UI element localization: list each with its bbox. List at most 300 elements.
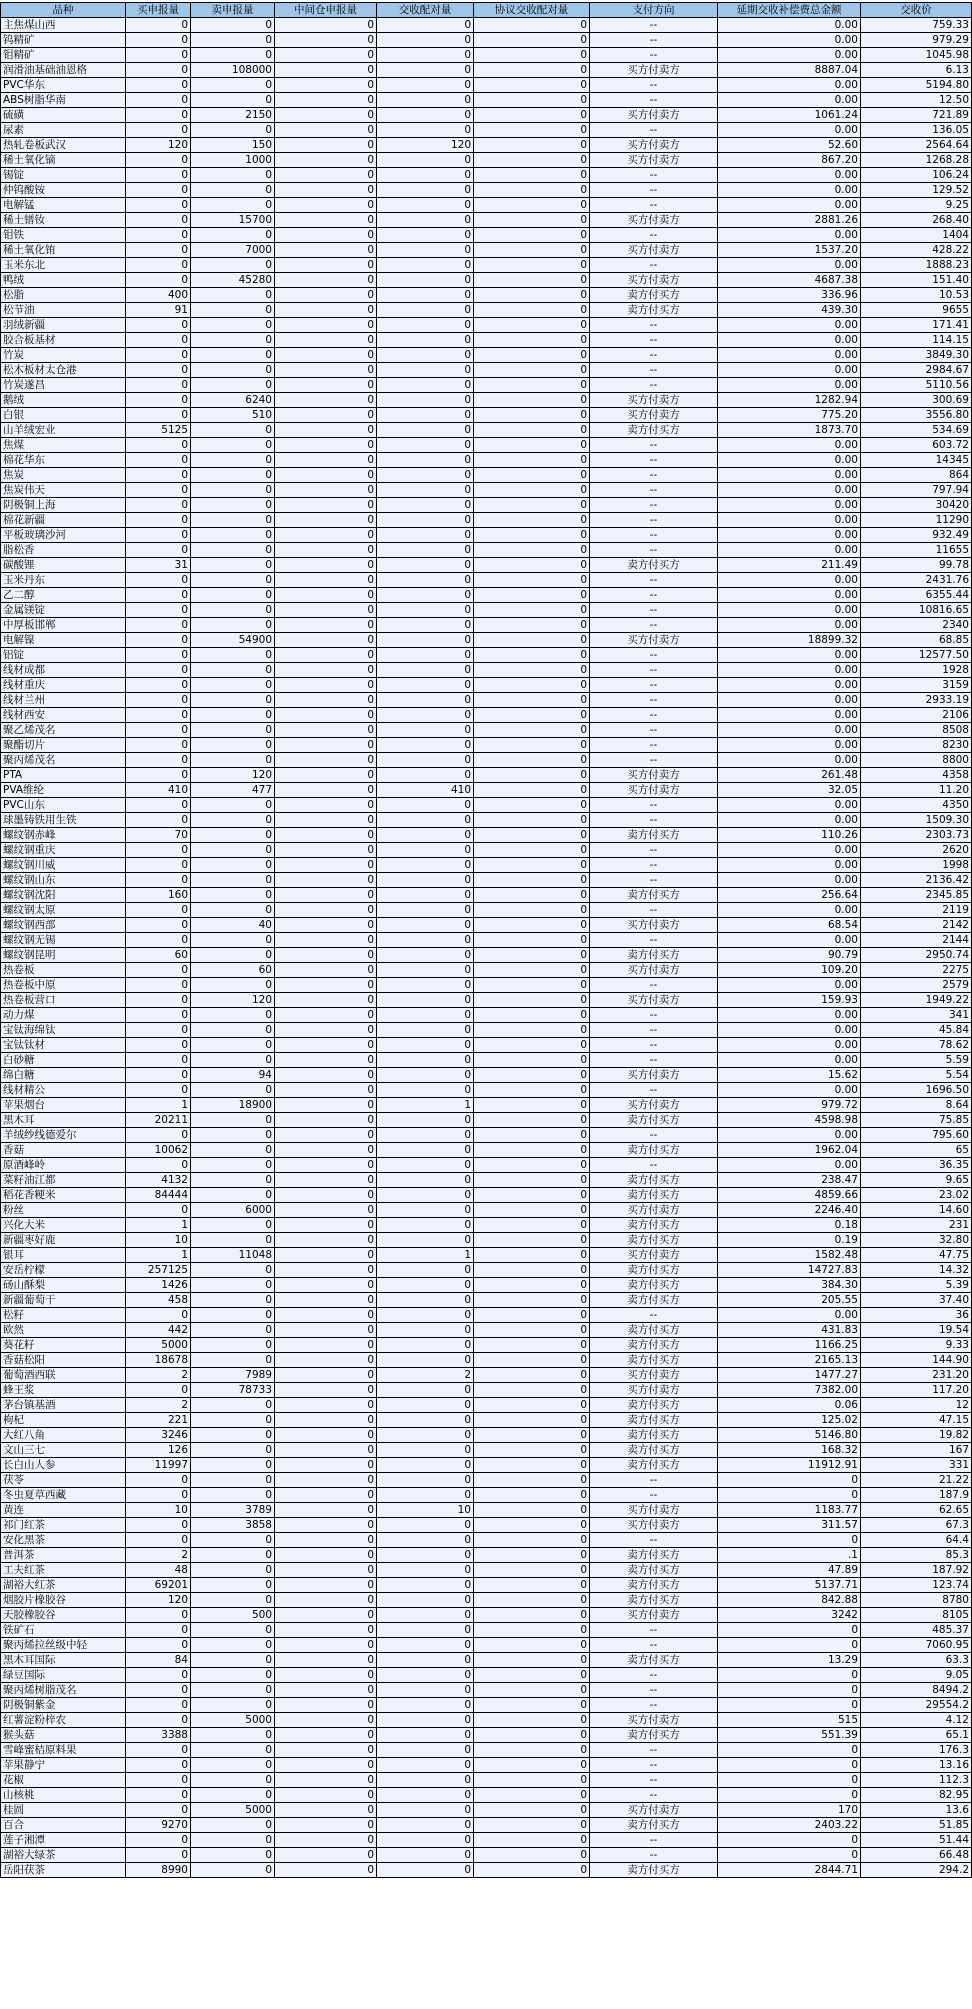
deferred-compensation-cell: 0 [718,1833,861,1848]
variety-cell: 平板玻璃沙河 [1,528,126,543]
intermediate-warehouse-cell: 0 [275,1533,377,1548]
sell-declared-cell: 0 [191,123,275,138]
column-header-payment-direction: 支付方向 [590,3,718,18]
payment-direction-cell: 买方付卖方 [590,918,718,933]
table-row [1,1308,972,1323]
deferred-compensation-cell: 0.00 [718,603,861,618]
delivery-price-cell: 12577.50 [861,648,972,663]
intermediate-warehouse-cell: 0 [275,1158,377,1173]
deferred-compensation-cell: 7382.00 [718,1383,861,1398]
matched-quantity-cell: 0 [377,678,474,693]
intermediate-warehouse-cell: 0 [275,1818,377,1833]
agreement-matched-cell: 0 [474,603,590,618]
agreement-matched-cell: 0 [474,453,590,468]
matched-quantity-cell: 1 [377,1248,474,1263]
variety-cell: 竹炭 [1,348,126,363]
deferred-compensation-cell: 0.00 [718,1023,861,1038]
sell-declared-cell: 0 [191,1638,275,1653]
delivery-price-cell: 5194.80 [861,78,972,93]
buy-declared-cell: 0 [126,1308,191,1323]
buy-declared-cell: 0 [126,1848,191,1863]
table-row [1,1593,972,1608]
column-header-agreement-matched: 协议交收配对量 [474,3,590,18]
delivery-price-cell: 29554.2 [861,1698,972,1713]
buy-declared-cell: 0 [126,903,191,918]
deferred-compensation-cell: 0.00 [718,858,861,873]
agreement-matched-cell: 0 [474,588,590,603]
sell-declared-cell: 0 [191,1473,275,1488]
delivery-price-cell: 1268.28 [861,153,972,168]
intermediate-warehouse-cell: 0 [275,903,377,918]
payment-direction-cell: -- [590,198,718,213]
intermediate-warehouse-cell: 0 [275,393,377,408]
deferred-compensation-cell: 125.02 [718,1413,861,1428]
deferred-compensation-cell: 211.49 [718,558,861,573]
intermediate-warehouse-cell: 0 [275,33,377,48]
intermediate-warehouse-cell: 0 [275,333,377,348]
variety-cell: 焦煤 [1,438,126,453]
table-row [1,978,972,993]
table-row [1,828,972,843]
table-row [1,1473,972,1488]
agreement-matched-cell: 0 [474,183,590,198]
variety-cell: 金属镁锭 [1,603,126,618]
agreement-matched-cell: 0 [474,1758,590,1773]
intermediate-warehouse-cell: 0 [275,348,377,363]
agreement-matched-cell: 0 [474,1683,590,1698]
payment-direction-cell: 买方付卖方 [590,633,718,648]
table-row [1,1413,972,1428]
payment-direction-cell: -- [590,873,718,888]
deferred-compensation-cell: 8887.04 [718,63,861,78]
intermediate-warehouse-cell: 0 [275,693,377,708]
sell-declared-cell: 0 [191,978,275,993]
deferred-compensation-cell: 0.00 [718,723,861,738]
matched-quantity-cell: 0 [377,693,474,708]
sell-declared-cell: 0 [191,738,275,753]
variety-cell: ABS树脂华南 [1,93,126,108]
matched-quantity-cell: 0 [377,768,474,783]
buy-declared-cell: 5125 [126,423,191,438]
delivery-price-cell: 11290 [861,513,972,528]
intermediate-warehouse-cell: 0 [275,1383,377,1398]
intermediate-warehouse-cell: 0 [275,1008,377,1023]
variety-cell: 松木板材太仓港 [1,363,126,378]
deferred-compensation-cell: 0.00 [718,378,861,393]
delivery-price-cell: 63.3 [861,1653,972,1668]
matched-quantity-cell: 0 [377,1488,474,1503]
payment-direction-cell: 卖方付买方 [590,1323,718,1338]
agreement-matched-cell: 0 [474,1053,590,1068]
intermediate-warehouse-cell: 0 [275,213,377,228]
deferred-compensation-cell: 439.30 [718,303,861,318]
variety-cell: 螺纹钢山东 [1,873,126,888]
deferred-compensation-cell: 2246.40 [718,1203,861,1218]
sell-declared-cell: 0 [191,48,275,63]
payment-direction-cell: 买方付卖方 [590,138,718,153]
sell-declared-cell: 0 [191,1533,275,1548]
deferred-compensation-cell: 0.00 [718,1038,861,1053]
buy-declared-cell: 0 [126,48,191,63]
matched-quantity-cell: 0 [377,213,474,228]
delivery-price-cell: 82.95 [861,1788,972,1803]
delivery-price-cell: 129.52 [861,183,972,198]
table-row [1,1383,972,1398]
variety-cell: 聚酯切片 [1,738,126,753]
payment-direction-cell: 卖方付买方 [590,828,718,843]
matched-quantity-cell: 0 [377,273,474,288]
deferred-compensation-cell: 238.47 [718,1173,861,1188]
buy-declared-cell: 0 [126,918,191,933]
matched-quantity-cell: 0 [377,1713,474,1728]
intermediate-warehouse-cell: 0 [275,273,377,288]
variety-cell: 聚丙烯树脂茂名 [1,1683,126,1698]
intermediate-warehouse-cell: 0 [275,1218,377,1233]
table-row [1,633,972,648]
buy-declared-cell: 0 [126,438,191,453]
intermediate-warehouse-cell: 0 [275,1848,377,1863]
payment-direction-cell: -- [590,813,718,828]
agreement-matched-cell: 0 [474,693,590,708]
intermediate-warehouse-cell: 0 [275,198,377,213]
variety-cell: 主焦煤山西 [1,18,126,33]
deferred-compensation-cell: 0.00 [718,738,861,753]
table-row [1,1518,972,1533]
matched-quantity-cell: 0 [377,1263,474,1278]
payment-direction-cell: 卖方付买方 [590,288,718,303]
matched-quantity-cell: 0 [377,393,474,408]
table-row [1,813,972,828]
agreement-matched-cell: 0 [474,273,590,288]
variety-cell: 稀土氧化镝 [1,153,126,168]
delivery-price-cell: 603.72 [861,438,972,453]
payment-direction-cell: -- [590,1758,718,1773]
agreement-matched-cell: 0 [474,618,590,633]
deferred-compensation-cell: 384.30 [718,1278,861,1293]
intermediate-warehouse-cell: 0 [275,768,377,783]
matched-quantity-cell: 0 [377,1848,474,1863]
intermediate-warehouse-cell: 0 [275,183,377,198]
delivery-price-cell: 13.16 [861,1758,972,1773]
matched-quantity-cell: 1 [377,1098,474,1113]
variety-cell: 螺纹钢川威 [1,858,126,873]
intermediate-warehouse-cell: 0 [275,873,377,888]
delivery-price-cell: 8494.2 [861,1683,972,1698]
matched-quantity-cell: 0 [377,1203,474,1218]
matched-quantity-cell: 0 [377,1563,474,1578]
sell-declared-cell: 0 [191,483,275,498]
matched-quantity-cell: 0 [377,1578,474,1593]
intermediate-warehouse-cell: 0 [275,408,377,423]
deferred-compensation-cell: 0.18 [718,1218,861,1233]
matched-quantity-cell: 0 [377,1158,474,1173]
agreement-matched-cell: 0 [474,288,590,303]
delivery-price-cell: 8508 [861,723,972,738]
agreement-matched-cell: 0 [474,873,590,888]
table-row [1,918,972,933]
matched-quantity-cell: 0 [377,573,474,588]
sell-declared-cell: 0 [191,1668,275,1683]
matched-quantity-cell: 0 [377,153,474,168]
delivery-price-cell: 68.85 [861,633,972,648]
payment-direction-cell: -- [590,348,718,363]
table-row [1,498,972,513]
variety-cell: 欧然 [1,1323,126,1338]
delivery-price-cell: 2136.42 [861,873,972,888]
delivery-price-cell: 2564.64 [861,138,972,153]
table-row [1,873,972,888]
buy-declared-cell: 11997 [126,1458,191,1473]
payment-direction-cell: -- [590,33,718,48]
payment-direction-cell: 卖方付买方 [590,1458,718,1473]
matched-quantity-cell: 0 [377,1398,474,1413]
deferred-compensation-cell: 0.00 [718,318,861,333]
table-row [1,1023,972,1038]
delivery-price-cell: 5.59 [861,1053,972,1068]
deferred-compensation-cell: 0.00 [718,168,861,183]
delivery-price-cell: 341 [861,1008,972,1023]
payment-direction-cell: -- [590,1638,718,1653]
matched-quantity-cell: 0 [377,933,474,948]
buy-declared-cell: 9270 [126,1818,191,1833]
column-header-deferred-compensation: 延期交收补偿费总金额 [718,3,861,18]
agreement-matched-cell: 0 [474,1503,590,1518]
sell-declared-cell: 0 [191,1848,275,1863]
intermediate-warehouse-cell: 0 [275,498,377,513]
payment-direction-cell: -- [590,378,718,393]
table-row [1,1683,972,1698]
payment-direction-cell: -- [590,123,718,138]
payment-direction-cell: 买方付卖方 [590,243,718,258]
deferred-compensation-cell: 311.57 [718,1518,861,1533]
deferred-compensation-cell: 0.00 [718,363,861,378]
agreement-matched-cell: 0 [474,348,590,363]
table-row [1,228,972,243]
sell-declared-cell: 108000 [191,63,275,78]
matched-quantity-cell: 0 [377,1593,474,1608]
payment-direction-cell: -- [590,1473,718,1488]
table-row [1,963,972,978]
delivery-price-cell: 37.40 [861,1293,972,1308]
delivery-price-cell: 112.3 [861,1773,972,1788]
variety-cell: 黑木耳 [1,1113,126,1128]
delivery-price-cell: 4.12 [861,1713,972,1728]
deferred-compensation-cell: 0.00 [718,348,861,363]
delivery-price-cell: 67.3 [861,1518,972,1533]
matched-quantity-cell: 0 [377,1548,474,1563]
matched-quantity-cell: 0 [377,453,474,468]
sell-declared-cell: 0 [191,1323,275,1338]
variety-cell: 松节油 [1,303,126,318]
deferred-compensation-cell: 0.00 [718,843,861,858]
matched-quantity-cell: 0 [377,858,474,873]
agreement-matched-cell: 0 [474,213,590,228]
delivery-price-cell: 231.20 [861,1368,972,1383]
agreement-matched-cell: 0 [474,978,590,993]
intermediate-warehouse-cell: 0 [275,648,377,663]
table-row [1,1503,972,1518]
agreement-matched-cell: 0 [474,1398,590,1413]
sell-declared-cell: 0 [191,1263,275,1278]
matched-quantity-cell: 0 [377,633,474,648]
buy-declared-cell: 0 [126,1533,191,1548]
payment-direction-cell: 卖方付买方 [590,1728,718,1743]
deferred-compensation-cell: 1873.70 [718,423,861,438]
sell-declared-cell: 0 [191,1233,275,1248]
intermediate-warehouse-cell: 0 [275,468,377,483]
intermediate-warehouse-cell: 0 [275,378,377,393]
matched-quantity-cell: 0 [377,33,474,48]
payment-direction-cell: -- [590,693,718,708]
buy-declared-cell: 0 [126,633,191,648]
payment-direction-cell: -- [590,573,718,588]
delivery-price-cell: 167 [861,1443,972,1458]
buy-declared-cell: 0 [126,618,191,633]
deferred-compensation-cell: 0.00 [718,198,861,213]
delivery-price-cell: 117.20 [861,1383,972,1398]
intermediate-warehouse-cell: 0 [275,1128,377,1143]
intermediate-warehouse-cell: 0 [275,798,377,813]
delivery-price-cell: 14.32 [861,1263,972,1278]
payment-direction-cell: 买方付卖方 [590,768,718,783]
delivery-price-cell: 1404 [861,228,972,243]
sell-declared-cell: 78733 [191,1383,275,1398]
delivery-price-cell: 231 [861,1218,972,1233]
table-row [1,288,972,303]
matched-quantity-cell: 0 [377,1518,474,1533]
deferred-compensation-cell: 0.06 [718,1398,861,1413]
deferred-compensation-cell: 0.00 [718,258,861,273]
table-row [1,723,972,738]
buy-declared-cell: 410 [126,783,191,798]
variety-cell: 动力煤 [1,1008,126,1023]
agreement-matched-cell: 0 [474,363,590,378]
table-row [1,1113,972,1128]
deferred-compensation-cell: 0.00 [718,543,861,558]
delivery-price-cell: 47.15 [861,1413,972,1428]
buy-declared-cell: 0 [126,1698,191,1713]
payment-direction-cell: -- [590,1128,718,1143]
table-row [1,1143,972,1158]
agreement-matched-cell: 0 [474,1188,590,1203]
matched-quantity-cell: 0 [377,108,474,123]
payment-direction-cell: -- [590,1743,718,1758]
variety-cell: 螺纹钢重庆 [1,843,126,858]
buy-declared-cell: 0 [126,1743,191,1758]
matched-quantity-cell: 0 [377,828,474,843]
buy-declared-cell: 0 [126,1623,191,1638]
matched-quantity-cell: 0 [377,183,474,198]
table-row [1,348,972,363]
table-row [1,1743,972,1758]
payment-direction-cell: -- [590,18,718,33]
table-row [1,768,972,783]
payment-direction-cell: -- [590,1533,718,1548]
payment-direction-cell: 买方付卖方 [590,783,718,798]
deferred-compensation-cell: 0 [718,1758,861,1773]
delivery-price-cell: 1998 [861,858,972,873]
payment-direction-cell: 卖方付买方 [590,303,718,318]
deferred-compensation-cell: 1166.25 [718,1338,861,1353]
buy-declared-cell: 0 [126,198,191,213]
table-row [1,513,972,528]
table-row [1,543,972,558]
variety-cell: 松脂 [1,288,126,303]
sell-declared-cell: 3858 [191,1518,275,1533]
buy-declared-cell: 0 [126,933,191,948]
matched-quantity-cell: 0 [377,333,474,348]
intermediate-warehouse-cell: 0 [275,1038,377,1053]
delivery-price-cell: 2984.67 [861,363,972,378]
sell-declared-cell: 0 [191,543,275,558]
sell-declared-cell: 0 [191,1788,275,1803]
intermediate-warehouse-cell: 0 [275,1548,377,1563]
agreement-matched-cell: 0 [474,513,590,528]
variety-cell: 茅台镇基酒 [1,1398,126,1413]
payment-direction-cell: 卖方付买方 [590,1338,718,1353]
delivery-price-cell: 9.05 [861,1668,972,1683]
sell-declared-cell: 0 [191,618,275,633]
sell-declared-cell: 0 [191,828,275,843]
agreement-matched-cell: 0 [474,1623,590,1638]
table-row [1,858,972,873]
matched-quantity-cell: 0 [377,498,474,513]
variety-cell: 线材精公 [1,1083,126,1098]
buy-declared-cell: 0 [126,273,191,288]
intermediate-warehouse-cell: 0 [275,723,377,738]
variety-cell: 百合 [1,1818,126,1833]
deferred-compensation-cell: 0.00 [718,183,861,198]
matched-quantity-cell: 0 [377,1623,474,1638]
variety-cell: 中厚板邯郸 [1,618,126,633]
table-body [1,18,972,1878]
intermediate-warehouse-cell: 0 [275,258,377,273]
sell-declared-cell: 0 [191,1563,275,1578]
column-header-delivery-price: 交收价 [861,3,972,18]
payment-direction-cell: -- [590,258,718,273]
variety-cell: 热轧卷板武汉 [1,138,126,153]
intermediate-warehouse-cell: 0 [275,1653,377,1668]
payment-direction-cell: -- [590,1788,718,1803]
buy-declared-cell: 257125 [126,1263,191,1278]
table-row [1,1368,972,1383]
payment-direction-cell: 卖方付买方 [590,1233,718,1248]
matched-quantity-cell: 0 [377,1473,474,1488]
buy-declared-cell: 0 [126,708,191,723]
payment-direction-cell: 卖方付买方 [590,948,718,963]
variety-cell: 新疆枣好鹿 [1,1233,126,1248]
variety-cell: PTA [1,768,126,783]
matched-quantity-cell: 0 [377,1083,474,1098]
table-row [1,1218,972,1233]
delivery-price-cell: 2142 [861,918,972,933]
deferred-compensation-cell: 256.64 [718,888,861,903]
matched-quantity-cell: 0 [377,1323,474,1338]
intermediate-warehouse-cell: 0 [275,168,377,183]
intermediate-warehouse-cell: 0 [275,438,377,453]
table-row [1,648,972,663]
agreement-matched-cell: 0 [474,903,590,918]
deferred-compensation-cell: 0 [718,1623,861,1638]
payment-direction-cell: -- [590,1623,718,1638]
variety-cell: 乙二醇 [1,588,126,603]
table-row [1,258,972,273]
buy-declared-cell: 0 [126,1833,191,1848]
intermediate-warehouse-cell: 0 [275,753,377,768]
table-row [1,783,972,798]
variety-cell: 菜籽油江都 [1,1173,126,1188]
buy-declared-cell: 0 [126,798,191,813]
